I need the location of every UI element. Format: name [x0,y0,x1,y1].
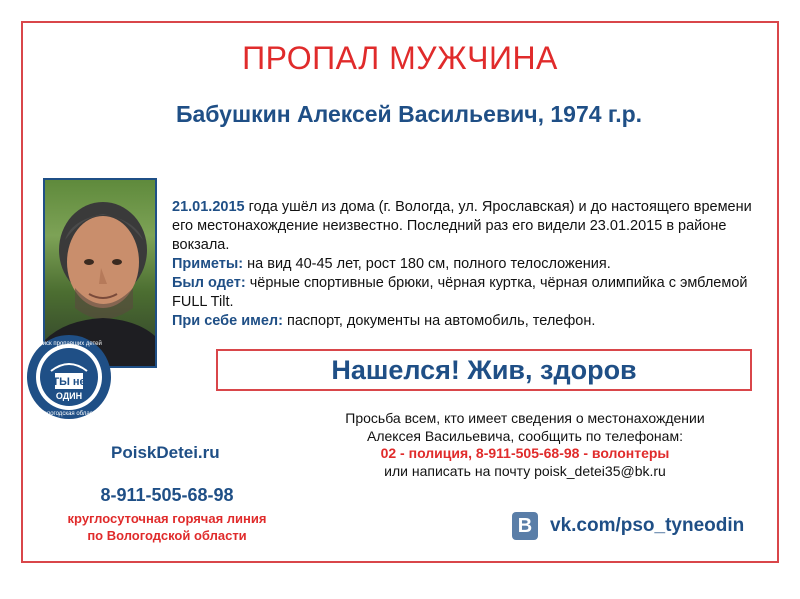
items-paragraph [172,312,772,331]
description-paragraph [172,198,772,255]
svg-text:ТЫ не: ТЫ не [52,376,86,388]
description-block [172,198,772,331]
items-text: паспорт, документы на автомобиль, телефон. [282,313,596,329]
contact-request [300,410,750,480]
request-email: или написать на почту poisk_detei35@bk.ru [384,462,666,479]
organization-logo [25,333,113,421]
missing-date: 21.01.2015 [172,199,245,215]
svg-text:поиск пропавших детей: поиск пропавших детей [36,341,102,347]
vk-icon: B [512,512,538,540]
description-lead: года ушёл из дома (г. Вологда, ул. Ярославская) и до настоящего времени его местонахождение неизвестно. Последний раз его видели 23.01.2015 в районе вокзала. [172,199,752,253]
hotline-note [44,510,290,544]
vk-link-block[interactable] [512,512,744,540]
poster-title: ПРОПАЛ МУЖЧИНА [242,40,558,76]
hotline-note-line-1: круглосуточная горячая линия [67,511,267,526]
clothes-text: чёрные спортивные брюки, чёрная куртка, чёрная олимпийка с эмблемой FULL Tilt. [172,275,748,310]
svg-text:Вологодская область: Вологодская область [39,411,99,417]
hotline-block [44,485,290,544]
request-line-1: Просьба всем, кто имеет сведения о местонахождении [345,410,705,426]
hotline-phone[interactable]: 8-911-505-68-98 [100,485,234,505]
missing-person-name: Бабушкин Алексей Васильевич, 1974 г.р. [175,101,643,127]
found-banner: Нашелся! Жив, здоров [216,349,752,391]
logo-emblem-icon [25,333,113,421]
website-link[interactable]: PoiskDetei.ru [111,443,220,462]
clothes-label: Был одет: [172,275,246,291]
signs-paragraph [172,255,772,274]
request-line-2: Алексея Васильевича, сообщить по телефонам: [367,427,683,444]
svg-text:ОДИН: ОДИН [55,391,83,401]
vk-link[interactable]: vk.com/pso_tyneodin [550,515,745,536]
signs-text: на вид 40-45 лет, рост 180 см, полного телосложения. [243,256,611,272]
signs-label: Приметы: [172,256,244,272]
request-phones: 02 - полиция, 8-911-505-68-98 - волонтеры [380,445,670,461]
hotline-note-line-2: по Вологодской области [87,528,247,543]
items-label: При себе имел: [172,313,283,329]
clothes-paragraph [172,274,772,312]
